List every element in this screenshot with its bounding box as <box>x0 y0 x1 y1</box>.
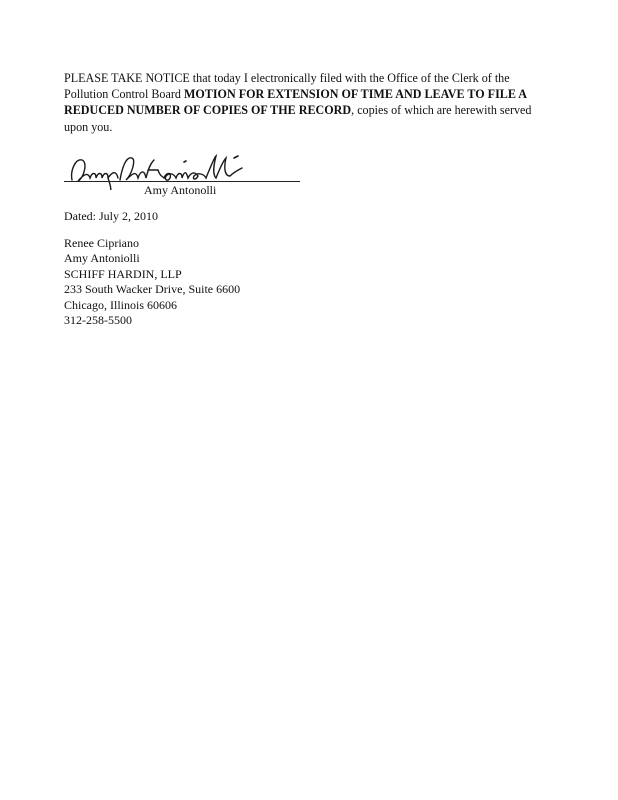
address-line: 233 South Wacker Drive, Suite 6600 <box>64 282 241 297</box>
signature-line <box>64 181 300 182</box>
dated-line: Dated: July 2, 2010 <box>64 209 158 223</box>
notice-paragraph <box>64 70 554 135</box>
notice-intro: PLEASE TAKE NOTICE that today I electronically filed with the Office of the Clerk of the Pollution Control Board <box>64 71 510 102</box>
notice-outro: , copies of which are herewith served upon you. <box>64 103 532 134</box>
address-block <box>64 236 240 328</box>
signer-printed-name: Amy Antonolli <box>144 183 217 197</box>
address-line: 312-258-5500 <box>64 313 132 328</box>
signature-block <box>64 150 304 200</box>
address-line: SCHIFF HARDIN, LLP <box>64 266 182 281</box>
address-line: Amy Antoniolli <box>64 251 140 266</box>
motion-title: MOTION FOR EXTENSION OF TIME AND LEAVE TO FILE A REDUCED NUMBER OF COPIES OF THE RECORD <box>64 87 527 118</box>
address-line: Chicago, Illinois 60606 <box>64 297 177 312</box>
address-line: Renee Cipriano <box>64 236 139 250</box>
